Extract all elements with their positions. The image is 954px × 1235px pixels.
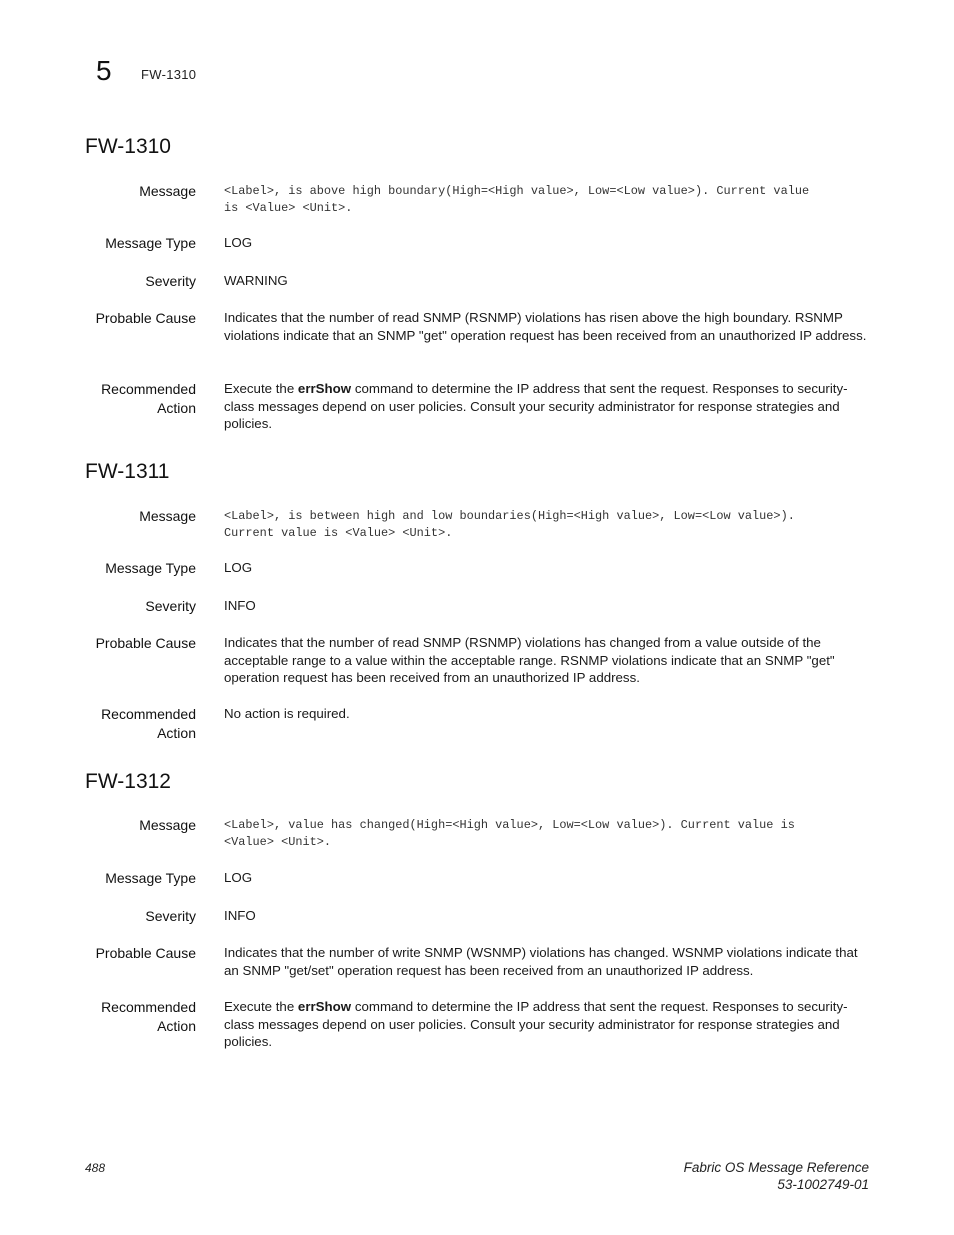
recommended-action-text xyxy=(224,380,874,433)
recommended-action-label xyxy=(36,380,196,418)
action-text-pre: Execute the xyxy=(224,999,298,1014)
severity-label: Severity xyxy=(145,908,196,924)
severity-label: Severity xyxy=(145,273,196,289)
document-number: 53-1002749-01 xyxy=(777,1176,869,1192)
message-line: <Label>, is above high boundary(High=<High value>, Low=<Low value>). Current value xyxy=(224,184,810,198)
page-number: 488 xyxy=(85,1161,106,1175)
recommended-action-text xyxy=(224,998,874,1051)
command-name: errShow xyxy=(297,999,352,1014)
probable-cause-label: Probable Cause xyxy=(95,635,196,651)
severity-label: Severity xyxy=(145,598,196,614)
message-label: Message xyxy=(139,817,196,833)
action-text-pre: Execute the xyxy=(224,381,298,396)
action-label-line: Action xyxy=(157,725,196,741)
recommended-action-label xyxy=(36,998,196,1036)
message-text xyxy=(224,817,874,851)
message-line: <Label>, is between high and low boundaries(High=<High value>, Low=<Low value>). xyxy=(224,509,795,523)
message-type-value: LOG xyxy=(224,560,253,575)
message-type-value: LOG xyxy=(224,870,253,885)
footer-book-info xyxy=(684,1160,869,1193)
recommended-action-label xyxy=(36,705,196,743)
section-title: FW-1310 xyxy=(85,135,171,158)
message-line: Current value is <Value> <Unit>. xyxy=(224,526,453,540)
message-line: <Value> <Unit>. xyxy=(224,835,332,849)
probable-cause-text: Indicates that the number of read SNMP (RSNMP) violations has changed from a value outside of the acceptable range to a value within the acceptable range. RSNMP violations indicate that an SNMP "get" operation request has been received from an unauthorized IP address. xyxy=(224,635,835,685)
severity-value: WARNING xyxy=(224,273,288,288)
message-type-label: Message Type xyxy=(105,870,196,886)
message-type-label: Message Type xyxy=(105,235,196,251)
message-type-label: Message Type xyxy=(105,560,196,576)
recommended-action-text: No action is required. xyxy=(224,706,350,721)
action-label-line: Action xyxy=(157,1018,196,1034)
recommended-label-line: Recommended xyxy=(101,999,196,1015)
chapter-number: 5 xyxy=(96,55,112,86)
probable-cause-text: Indicates that the number of read SNMP (RSNMP) violations has risen above the high boundary. RSNMP violations indicate that an SNMP "get" operation request has been received from an unauthorized IP address. xyxy=(224,310,867,343)
severity-value: INFO xyxy=(224,598,256,613)
message-text xyxy=(224,183,874,217)
book-title: Fabric OS Message Reference xyxy=(683,1160,869,1175)
probable-cause-label: Probable Cause xyxy=(95,310,196,326)
section-title: FW-1312 xyxy=(85,770,171,793)
message-line: is <Value> <Unit>. xyxy=(224,201,353,215)
command-name: errShow xyxy=(297,381,352,396)
running-header: FW-1310 xyxy=(141,67,197,82)
message-line: <Label>, value has changed(High=<High value>, Low=<Low value>). Current value is xyxy=(224,818,795,832)
message-label: Message xyxy=(139,508,196,524)
probable-cause-label: Probable Cause xyxy=(95,945,196,961)
message-text xyxy=(224,508,874,542)
section-title: FW-1311 xyxy=(85,460,170,483)
recommended-label-line: Recommended xyxy=(101,706,196,722)
severity-value: INFO xyxy=(224,908,256,923)
recommended-label-line: Recommended xyxy=(101,381,196,397)
action-label-line: Action xyxy=(157,400,196,416)
action-text-post: command to determine the IP address that sent the request. Responses to security-class messages depend on user policies. Consult your security administrator for response strategies and policies. xyxy=(224,381,848,431)
action-text-post: command to determine the IP address that sent the request. Responses to security-class messages depend on user policies. Consult your security administrator for response strategies and policies. xyxy=(224,999,848,1049)
message-label: Message xyxy=(139,183,196,199)
probable-cause-text: Indicates that the number of write SNMP (WSNMP) violations has changed. WSNMP violations indicate that an SNMP "get/set" operation request has been received from an unauthorized IP address. xyxy=(224,945,858,978)
message-type-value: LOG xyxy=(224,235,253,250)
